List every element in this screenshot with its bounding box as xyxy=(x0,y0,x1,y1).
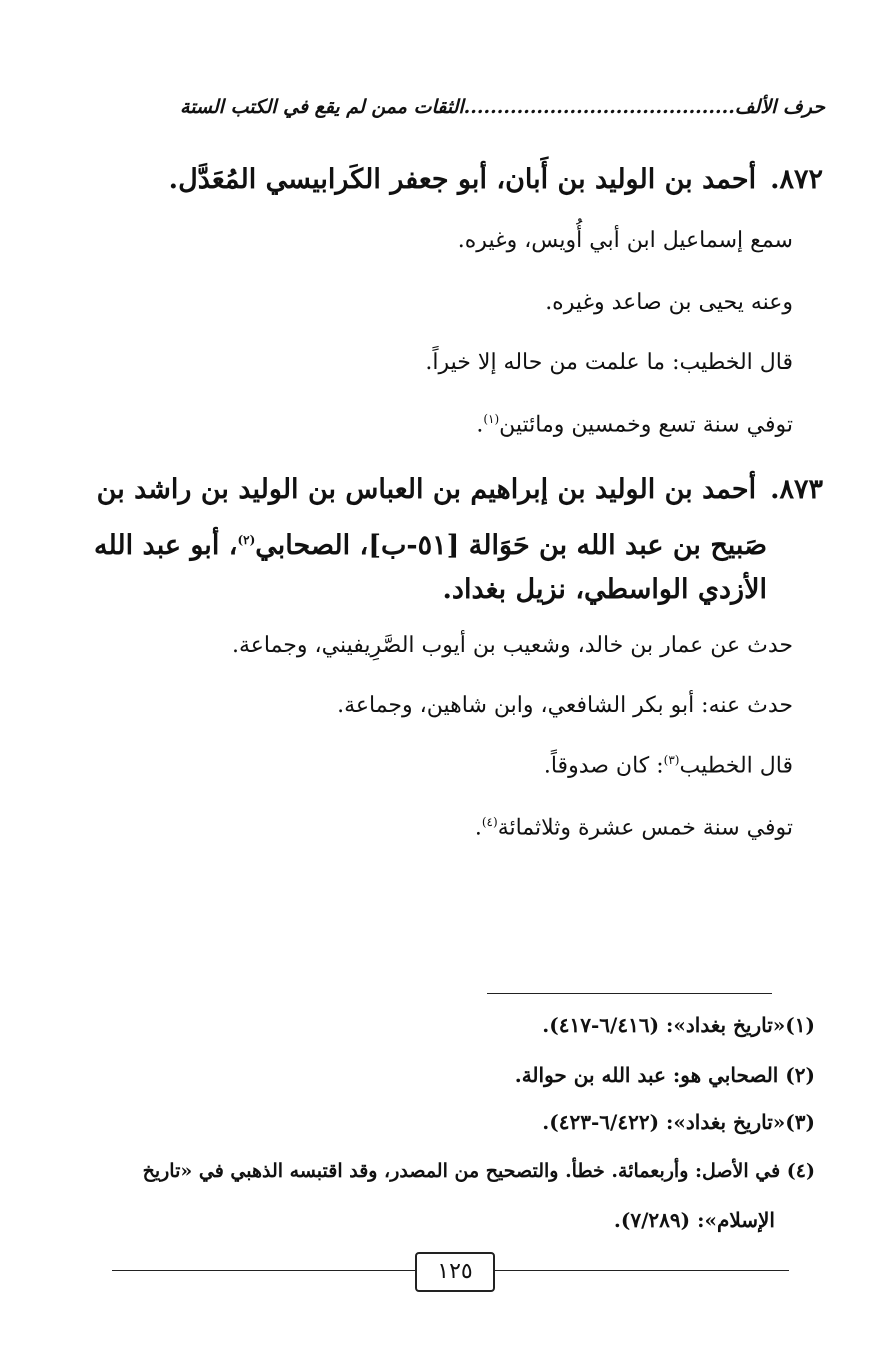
footnote: (٢) الصحابي هو: عبد الله بن حوالة. xyxy=(514,1063,815,1087)
entry-number: ٨٧٢. xyxy=(770,164,823,195)
paragraph: حدث عنه: أبو بكر الشافعي، وابن شاهين، وجماعة. xyxy=(337,693,793,718)
paragraph: قال الخطيب: ما علمت من حاله إلا خيراً. xyxy=(425,350,793,375)
footnote-marker: (١) xyxy=(483,412,500,426)
paragraph: وعنه يحيى بن صاعد وغيره. xyxy=(545,290,793,315)
footnote-marker: (٤) xyxy=(481,815,498,829)
entry-heading-872 xyxy=(150,156,823,204)
running-header: حرف الألف.........................................الثقات ممن لم يقع في الكتب الستة xyxy=(180,96,825,118)
paragraph-tail: : كان صدوقاً. xyxy=(543,753,664,779)
entry-heading-873 xyxy=(96,466,823,514)
footnote-separator xyxy=(487,993,772,994)
entry-title-line: الأزدي الواسطي، نزيل بغداد. xyxy=(442,574,767,605)
footnote: (٤) في الأصل: وأربعمائة. خطأ. والتصحيح من المصدر، وقد اقتبسه الذهبي في «تاريخ xyxy=(142,1160,815,1182)
entry-number: ٨٧٣. xyxy=(770,474,823,505)
paragraph-tail: . xyxy=(476,412,484,438)
paragraph-tail: . xyxy=(474,815,482,841)
paragraph xyxy=(476,412,793,437)
entry-title-tail: ، أبو عبد الله xyxy=(93,530,238,561)
paragraph: حدث عن عمار بن خالد، وشعيب بن أيوب الصَّرِيفيني، وجماعة. xyxy=(231,633,793,658)
footnote-marker: (٢) xyxy=(237,533,256,547)
entry-title-text: صَبيح بن عبد الله بن حَوَالة [٥١-ب]، الصحابي xyxy=(255,530,767,561)
paragraph-text: توفي سنة تسع وخمسين ومائتين xyxy=(499,412,793,438)
footnote: (١)«تاريخ بغداد»: (٦/٤١٦-٤١٧). xyxy=(542,1013,815,1037)
paragraph xyxy=(475,815,793,840)
entry-title-line: أحمد بن الوليد بن إبراهيم بن العباس بن الوليد بن راشد بن xyxy=(96,474,757,505)
paragraph-text: قال الخطيب xyxy=(679,753,793,779)
entry-title-line xyxy=(93,516,767,570)
footnote: (٣)«تاريخ بغداد»: (٦/٤٢٢-٤٢٣). xyxy=(542,1110,815,1134)
footnote-marker: (٣) xyxy=(663,753,680,767)
footer-rule-left xyxy=(112,1270,415,1271)
paragraph xyxy=(544,753,793,778)
footer-rule-right xyxy=(493,1270,789,1271)
page-number: ١٢٥ xyxy=(415,1252,495,1292)
paragraph: سمع إسماعيل ابن أبي أُويس، وغيره. xyxy=(457,228,793,253)
paragraph-text: توفي سنة خمس عشرة وثلاثمائة xyxy=(497,815,793,841)
entry-title: أحمد بن الوليد بن أَبان، أبو جعفر الكَرابيسي المُعَدَّل. xyxy=(168,164,757,195)
footnote-continuation: الإسلام»: (٧/٢٨٩). xyxy=(613,1208,775,1232)
